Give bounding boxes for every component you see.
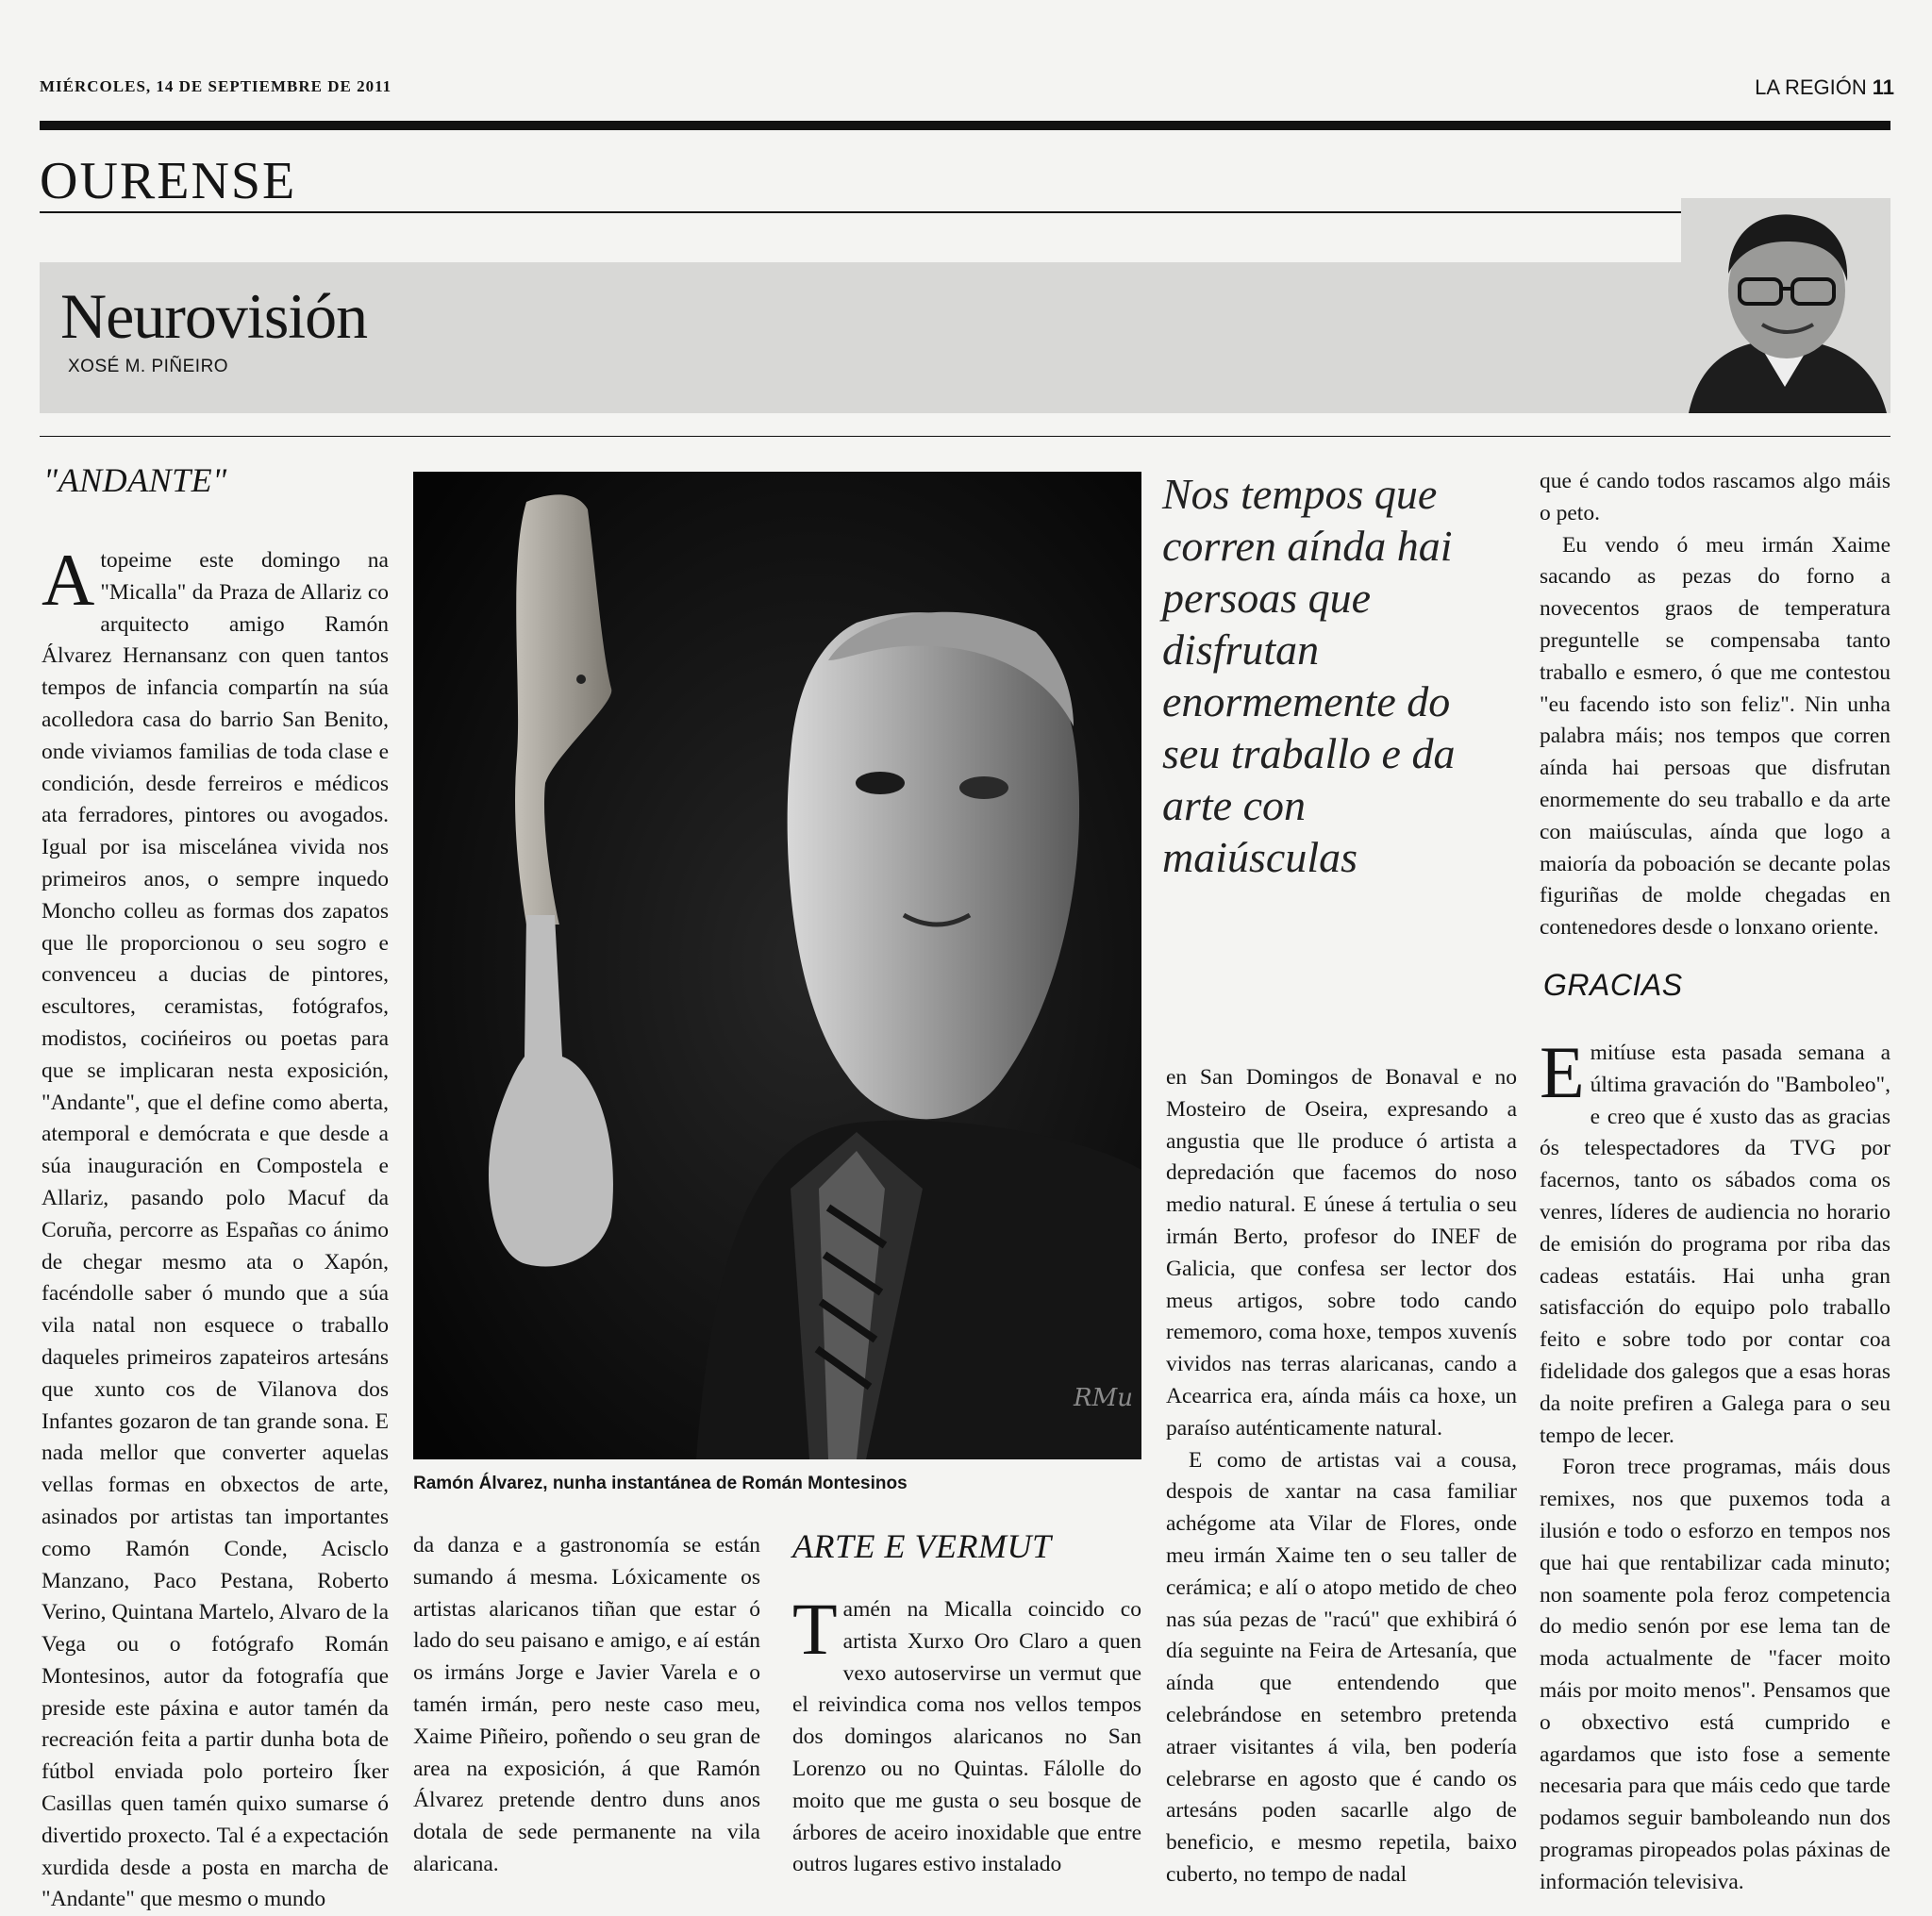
top-thick-rule (40, 121, 1890, 130)
paper-name: LA REGIÓN (1755, 75, 1867, 99)
col5-p3: mitíuse esta pasada semana a última gravación do "Bamboleo", e creo que é xusto das as gracias ós telespectadores da TVG por facernos, tanto os sábados coma os venres, líderes de audiencia no horario de emisión do programa por riba das cadeas estatáis. Hai unha gran satisfacción do equipo polo traballo feito e sobre todo por contar coa fidelidade dos galegos que a esas horas da noite prefiren a Galega para o seu tempo de lecer. (1540, 1041, 1890, 1448)
photo-caption: Ramón Álvarez, nunha instantánea de Román Montesinos (413, 1474, 908, 1493)
subhead-arte-e-vermut: ARTE E VERMUT (792, 1527, 1052, 1565)
col4-p2: E como de artistas vai a cousa, despois de xantar na casa familiar achégome ata Vilar de Flores, onde meu irmán Xaime ten o seu taller de cerámica; e alí o atopo metido de cheo nas súa pezas de "racú" que exhibirá ó día seguinte na Feira de Artesanía, que aínda que entendendo que celebrándose en setembro pretenda atraer visitantes á vila, ben podería celebrarse en agosto que é cando os artesáns poden sacarlle algo de beneficio, e mesmo repetila, baixo cuberto, no tempo de nadal (1166, 1447, 1517, 1887)
article-column-3 (792, 1588, 1141, 1881)
col5-p2: Eu vendo ó meu irmán Xaime sacando as pezas do forno a novecentos graos de temperatura preguntelle se compensaba tanto traballo e esmero, ó que me contestou "eu facendo isto son feliz". Nin unha palabra máis; nos tempos que corren aínda hai persoas que disfrutan enormemente do seu traballo e da arte con maiúsculas, aínda que logo a maioría da poboación se decante polas figuriñas de molde chegadas en contenedores desde o lonxano oriente. (1540, 532, 1890, 941)
dropcap-e: E (1540, 1031, 1585, 1113)
col4-p1: en San Domingos de Bonaval e no Mosteiro de Oseira, expresando a angustia que lle produce ó artista a depredación que facemos do noso medio natural. E únese á tertulia o seu irmán Berto, profesor do INEF de Galicia, que confesa ser lector dos meus artigos, sobre todo cando rememoro, coma hoxe, tempos xuvenís vividos nas terras alaricanas, cando a Acearrica era, aínda máis ca hoxe, un paraíso auténticamente natural. (1166, 1065, 1517, 1441)
dropcap-t: T (792, 1588, 838, 1670)
article-column-5 (1540, 466, 1890, 944)
portrait-photo (413, 472, 1141, 1459)
col1-text: topeime este domingo na "Micalla" da Praza de Allariz co arquitecto amigo Ramón Álvarez Hernansanz con quen tantos tempos de infancia compartín na súa acolledora casa do barrio San Benito, onde viviamos familias de toda clase e condición, desde ferreiros e médicos ata ferradores, pintores ou avogados. Igual por isa miscelánea vivida nos primeiros anos, o sempre inquedo Moncho colleu as formas dos zapatos que lle proporcionou o seu sogro e convenceu a ducias de pintores, escultores, ceramistas, fotógrafos, modistos, cocińeiros ou poetas para que se implicaran nesta exposición, "Andante", que el define como aberta, atemporal e demócrata e que desde a súa inauguración en Compostela e Allariz, pasando polo Macuf da Coruña, percorre as Españas co ánimo de chegar mesmo ata o Xapón, facéndolle saber ó mundo que a súa vila natal non esquece o traballo daqueles primeiros zapateiros artesáns que xunto cos de Vilanova dos Infantes gozaron de tan grande sona. E nada mellor que converter aquelas vellas formas en obxectos de arte, asinados por artistas tan importantes como Ramón Conde, Acisclo Manzano, Paco Pestana, Roberto Verino, Quintana Martelo, Alvaro de la Vega ou o fotógrafo Román Montesinos, autor da fotografía que preside este páxina e autor tamén da recreación feita a partir dunha bota de fútbol enviada polo porteiro Íker Casillas quen tamén quixo sumarse ó divertido proxecto. Tal é a expectación xurdida desde a posta en marcha de "Andante" que mesmo o mundo (42, 548, 389, 1912)
col5-p1: que é cando todos rascamos algo máis o peto. (1540, 469, 1890, 525)
subhead-andante: "ANDANTE" (43, 461, 227, 499)
column-author: XOSÉ M. PIÑEIRO (68, 357, 229, 376)
col3-text: amén na Micalla coincido co artista Xurxo Oro Claro a quen vexo autoservirse un vermut que el reivindica coma nos vellos tempos dos domingos alaricanos no San Lorenzo ou no Quintas. Fálolle do moito que me gusta o seu bosque de árbores de aceiro inoxidable que entre outros lugares estivo instalado (792, 1597, 1141, 1877)
dropcap-a: A (42, 539, 95, 621)
paper-folio (1755, 75, 1894, 100)
subhead-gracias: GRACIAS (1543, 968, 1683, 1002)
article-column-4 (1166, 1062, 1517, 1891)
author-avatar (1681, 198, 1890, 413)
article-column-5b (1540, 1031, 1890, 1899)
issue-date: MIÉRCOLES, 14 DE SEPTIEMBRE DE 2011 (40, 77, 392, 95)
photo-signature: RMu (1074, 1384, 1133, 1412)
col2-text: da danza e a gastronomía se están sumando á mesma. Lóxicamente os artistas alaricanos tiñan que estar ó lado do seu paisano e amigo, e aí están os irmáns Jorge e Javier Varela e o tamén irmán, pero neste caso meu, Xaime Piñeiro, poñendo o seu gran de area na exposición, á que Ramón Álvarez pretende dentro duns anos dotala de sede permanente na vila alaricana. (413, 1533, 760, 1876)
section-rule (40, 211, 1890, 213)
banner-bottom-rule (40, 436, 1890, 437)
page-number: 11 (1872, 75, 1894, 99)
col5-p4: Foron trece programas, máis dous remixes, nos que puxemos toda a ilusión e todo o esforzo en tempos nos que hai que rentabilizar cada minuto; non soamente pola feroz competencia do medio senón por ese lema tan de moda actualmente de "facer moito máis por moito menos". Pensamos que o obxectivo está cumprido e agardamos que isto fose a semente necesaria para que máis cedo que tarde podamos seguir bamboleando nun dos programas piropeados polas páxinas de información televisiva. (1540, 1455, 1890, 1894)
pull-quote: Nos tempos que corren aínda hai persoas que disfrutan enormemente do seu traballo e da arte con maiúsculas (1162, 470, 1456, 881)
article-column-2 (413, 1530, 760, 1881)
article-column-1 (42, 539, 389, 1916)
column-title: Neurovisión (60, 280, 368, 352)
section-title: OURENSE (40, 152, 297, 210)
